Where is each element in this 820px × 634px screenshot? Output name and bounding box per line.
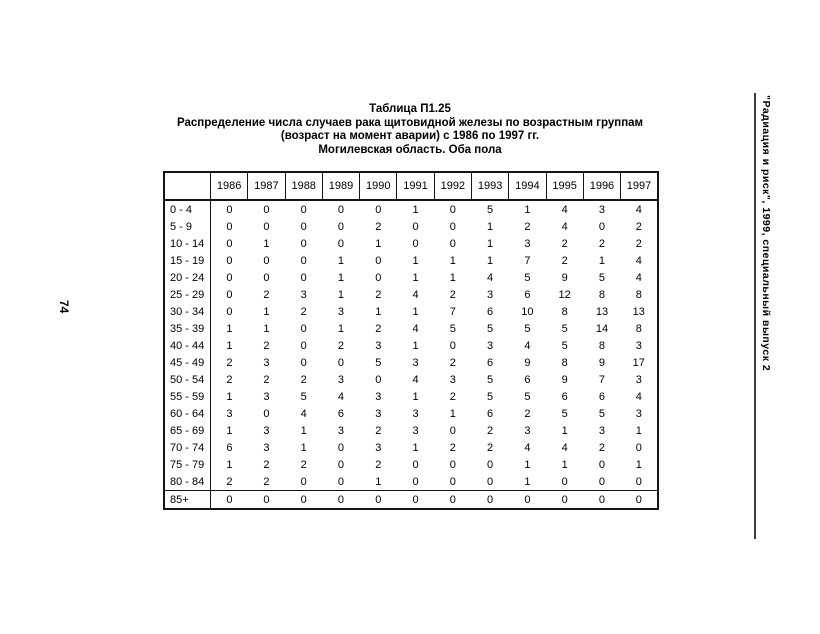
value-cell: 3 xyxy=(263,390,270,403)
age-group-cell: 45 - 49 xyxy=(164,354,211,371)
table-row xyxy=(164,371,658,388)
value-cell: 1 xyxy=(226,424,233,437)
age-group-cell: 30 - 34 xyxy=(164,303,211,320)
value-cell: 12 xyxy=(558,288,571,301)
value-cell: 6 xyxy=(487,407,494,420)
value-cell: 2 xyxy=(487,424,494,437)
value-cell: 1 xyxy=(337,288,345,301)
value-cell: 0 xyxy=(449,237,456,250)
table-row xyxy=(164,252,658,269)
value-cell: 0 xyxy=(300,254,307,267)
value-cell: 4 xyxy=(561,203,568,216)
value-cell: 5 xyxy=(598,407,606,420)
year-column-header: 1987 xyxy=(248,172,285,200)
value-cell: 1 xyxy=(524,203,531,216)
value-cell: 4 xyxy=(300,407,307,420)
value-cell: 2 xyxy=(375,458,382,471)
value-cell: 0 xyxy=(337,356,345,369)
value-cell: 3 xyxy=(263,441,270,454)
value-cell: 0 xyxy=(300,203,307,216)
value-cell: 9 xyxy=(524,356,531,369)
value-cell: 4 xyxy=(524,339,531,352)
value-cell: 3 xyxy=(337,373,345,386)
year-column-header: 1991 xyxy=(397,172,434,200)
value-cell: 2 xyxy=(263,339,270,352)
value-cell: 1 xyxy=(412,271,419,284)
value-cell: 0 xyxy=(337,237,345,250)
value-cell: 1 xyxy=(337,322,345,335)
value-cell: 0 xyxy=(226,305,233,318)
value-cell: 2 xyxy=(263,373,270,386)
value-cell: 4 xyxy=(412,373,419,386)
value-cell: 4 xyxy=(412,322,419,335)
value-cell: 1 xyxy=(561,458,568,471)
value-cell: 0 xyxy=(322,491,359,510)
value-cell: 1 xyxy=(263,322,270,335)
value-cell: 0 xyxy=(337,458,345,471)
value-cell: 1 xyxy=(412,441,419,454)
value-cell: 3 xyxy=(375,407,382,420)
title-line-period: (возраст на момент аварии) с 1986 по 1997 гг. xyxy=(280,130,540,143)
value-cell: 0 xyxy=(226,237,233,250)
value-cell: 0 xyxy=(285,491,322,510)
age-group-cell: 55 - 59 xyxy=(164,388,211,405)
year-column-header: 1986 xyxy=(211,172,248,200)
value-cell: 0 xyxy=(509,491,546,510)
value-cell: 2 xyxy=(226,373,233,386)
table-row xyxy=(164,388,658,405)
value-cell: 3 xyxy=(263,424,270,437)
table-row xyxy=(164,405,658,422)
value-cell: 4 xyxy=(635,254,642,267)
value-cell: 5 xyxy=(487,390,494,403)
value-cell: 0 xyxy=(248,491,285,510)
value-cell: 0 xyxy=(226,288,233,301)
value-cell: 0 xyxy=(360,491,397,510)
value-cell: 2 xyxy=(263,288,270,301)
value-cell: 4 xyxy=(635,203,642,216)
data-table xyxy=(163,171,659,510)
table-header-row xyxy=(164,172,658,200)
value-cell: 2 xyxy=(449,288,456,301)
value-cell: 8 xyxy=(635,322,642,335)
value-cell: 0 xyxy=(412,475,419,488)
value-cell: 10 xyxy=(521,305,534,318)
value-cell: 6 xyxy=(337,407,345,420)
value-cell: 2 xyxy=(300,305,307,318)
sidebar-caption: "Радиация и риск", 1999, специальный выпуск 2 xyxy=(760,95,772,372)
value-cell: 5 xyxy=(449,322,456,335)
value-cell: 4 xyxy=(487,271,494,284)
value-cell: 0 xyxy=(598,458,606,471)
value-cell: 0 xyxy=(337,220,345,233)
value-cell: 4 xyxy=(561,220,568,233)
value-cell: 1 xyxy=(226,339,233,352)
value-cell: 2 xyxy=(300,373,307,386)
value-cell: 0 xyxy=(449,424,456,437)
value-cell: 0 xyxy=(487,475,494,488)
value-cell: 13 xyxy=(595,305,609,318)
value-cell: 6 xyxy=(561,390,568,403)
value-cell: 3 xyxy=(635,373,642,386)
value-cell: 0 xyxy=(375,271,382,284)
value-cell: 0 xyxy=(226,271,233,284)
value-cell: 3 xyxy=(598,424,606,437)
value-cell: 2 xyxy=(337,339,345,352)
value-cell: 1 xyxy=(337,254,345,267)
value-cell: 6 xyxy=(487,356,494,369)
value-cell: 0 xyxy=(300,339,307,352)
table-body xyxy=(164,200,658,509)
value-cell: 2 xyxy=(598,441,606,454)
value-cell: 3 xyxy=(412,356,419,369)
value-cell: 3 xyxy=(449,373,456,386)
value-cell: 0 xyxy=(226,203,233,216)
table-row xyxy=(164,473,658,491)
value-cell: 1 xyxy=(375,237,382,250)
value-cell: 2 xyxy=(226,475,233,488)
value-cell: 0 xyxy=(263,407,270,420)
age-group-cell: 65 - 69 xyxy=(164,422,211,439)
value-cell: 3 xyxy=(487,339,494,352)
age-group-cell: 0 - 4 xyxy=(164,200,211,218)
value-cell: 1 xyxy=(226,322,233,335)
value-cell: 0 xyxy=(449,339,456,352)
value-cell: 7 xyxy=(598,373,606,386)
value-cell: 7 xyxy=(524,254,531,267)
value-cell: 0 xyxy=(263,271,270,284)
value-cell: 0 xyxy=(598,220,606,233)
value-cell: 3 xyxy=(524,237,531,250)
value-cell: 0 xyxy=(412,237,419,250)
value-cell: 4 xyxy=(337,390,345,403)
year-column-header: 1997 xyxy=(621,172,658,200)
value-cell: 8 xyxy=(635,288,642,301)
year-column-header: 1990 xyxy=(360,172,397,200)
value-cell: 3 xyxy=(375,390,382,403)
value-cell: 4 xyxy=(524,441,531,454)
value-cell: 3 xyxy=(226,407,233,420)
value-cell: 1 xyxy=(487,254,494,267)
value-cell: 0 xyxy=(300,475,307,488)
age-group-cell: 35 - 39 xyxy=(164,320,211,337)
value-cell: 3 xyxy=(635,407,642,420)
value-cell: 17 xyxy=(632,356,645,369)
value-cell: 2 xyxy=(635,237,642,250)
table-row xyxy=(164,286,658,303)
value-cell: 8 xyxy=(561,305,568,318)
value-cell: 2 xyxy=(487,441,494,454)
value-cell: 9 xyxy=(561,373,568,386)
value-cell: 0 xyxy=(211,491,248,510)
age-group-cell: 10 - 14 xyxy=(164,235,211,252)
value-cell: 5 xyxy=(561,322,568,335)
year-column-header: 1989 xyxy=(322,172,359,200)
value-cell: 3 xyxy=(635,339,642,352)
value-cell: 5 xyxy=(300,390,307,403)
table-title xyxy=(0,103,820,157)
value-cell: 0 xyxy=(621,491,658,510)
value-cell: 3 xyxy=(412,424,419,437)
value-cell: 3 xyxy=(524,424,531,437)
value-cell: 0 xyxy=(412,458,419,471)
value-cell: 0 xyxy=(226,220,233,233)
value-cell: 1 xyxy=(524,458,531,471)
value-cell: 3 xyxy=(487,288,494,301)
value-cell: 8 xyxy=(598,288,606,301)
value-cell: 0 xyxy=(375,373,382,386)
age-group-cell: 20 - 24 xyxy=(164,269,211,286)
value-cell: 1 xyxy=(635,424,642,437)
title-table-number: Таблица П1.25 xyxy=(369,103,451,115)
age-group-cell: 70 - 74 xyxy=(164,439,211,456)
value-cell: 0 xyxy=(635,441,642,454)
value-cell: 7 xyxy=(449,305,456,318)
value-cell: 3 xyxy=(375,441,382,454)
value-cell: 2 xyxy=(375,220,382,233)
year-column-header: 1996 xyxy=(583,172,620,200)
value-cell: 3 xyxy=(412,407,419,420)
value-cell: 2 xyxy=(635,220,642,233)
value-cell: 9 xyxy=(598,356,606,369)
value-cell: 4 xyxy=(412,288,419,301)
value-cell: 4 xyxy=(635,390,642,403)
value-cell: 5 xyxy=(561,407,568,420)
age-group-cell: 75 - 79 xyxy=(164,456,211,473)
value-cell: 5 xyxy=(524,322,531,335)
value-cell: 0 xyxy=(375,203,382,216)
value-cell: 0 xyxy=(263,220,270,233)
value-cell: 2 xyxy=(300,458,307,471)
age-group-cell: 50 - 54 xyxy=(164,371,211,388)
table-row xyxy=(164,422,658,439)
value-cell: 1 xyxy=(487,237,494,250)
value-cell: 0 xyxy=(300,220,307,233)
value-cell: 6 xyxy=(524,373,531,386)
value-cell: 5 xyxy=(487,322,494,335)
value-cell: 2 xyxy=(375,288,382,301)
value-cell: 0 xyxy=(337,475,345,488)
value-cell: 1 xyxy=(449,254,456,267)
value-cell: 0 xyxy=(337,203,345,216)
age-group-cell: 15 - 19 xyxy=(164,252,211,269)
value-cell: 8 xyxy=(561,356,568,369)
table-row xyxy=(164,235,658,252)
table-row xyxy=(164,337,658,354)
sidebar-rule xyxy=(754,93,756,539)
value-cell: 5 xyxy=(561,339,568,352)
value-cell: 9 xyxy=(561,271,568,284)
value-cell: 0 xyxy=(635,475,642,488)
value-cell: 3 xyxy=(375,339,382,352)
value-cell: 2 xyxy=(375,322,382,335)
value-cell: 2 xyxy=(524,220,531,233)
table-row xyxy=(164,200,658,218)
value-cell: 0 xyxy=(598,475,606,488)
value-cell: 0 xyxy=(263,254,270,267)
value-cell: 0 xyxy=(471,491,508,510)
value-cell: 3 xyxy=(300,288,307,301)
age-group-cell: 80 - 84 xyxy=(164,473,211,491)
value-cell: 0 xyxy=(337,441,345,454)
value-cell: 4 xyxy=(561,441,568,454)
value-cell: 1 xyxy=(300,424,307,437)
value-cell: 0 xyxy=(546,491,583,510)
value-cell: 1 xyxy=(635,458,642,471)
value-cell: 6 xyxy=(487,305,494,318)
age-column-header xyxy=(164,172,211,200)
value-cell: 1 xyxy=(412,339,419,352)
value-cell: 2 xyxy=(561,254,568,267)
value-cell: 0 xyxy=(300,356,307,369)
value-cell: 5 xyxy=(524,390,531,403)
value-cell: 6 xyxy=(598,390,606,403)
value-cell: 0 xyxy=(449,458,456,471)
value-cell: 13 xyxy=(632,305,645,318)
value-cell: 1 xyxy=(337,271,345,284)
value-cell: 3 xyxy=(337,424,345,437)
value-cell: 0 xyxy=(300,237,307,250)
value-cell: 2 xyxy=(449,441,456,454)
value-cell: 0 xyxy=(300,271,307,284)
value-cell: 6 xyxy=(524,288,531,301)
age-group-cell: 25 - 29 xyxy=(164,286,211,303)
year-column-header: 1992 xyxy=(434,172,471,200)
value-cell: 5 xyxy=(598,271,606,284)
title-line-region: Могилевская область. Оба пола xyxy=(318,143,502,156)
age-group-cell: 85+ xyxy=(164,491,211,510)
value-cell: 5 xyxy=(487,373,494,386)
value-cell: 1 xyxy=(524,475,531,488)
age-group-cell: 5 - 9 xyxy=(164,218,211,235)
value-cell: 0 xyxy=(487,458,494,471)
value-cell: 1 xyxy=(412,254,419,267)
value-cell: 1 xyxy=(449,407,456,420)
value-cell: 1 xyxy=(449,271,456,284)
value-cell: 0 xyxy=(300,322,307,335)
table-row xyxy=(164,456,658,473)
table-row xyxy=(164,320,658,337)
table-row xyxy=(164,218,658,235)
value-cell: 0 xyxy=(375,254,382,267)
table-row xyxy=(164,439,658,456)
value-cell: 3 xyxy=(598,203,606,216)
value-cell: 0 xyxy=(397,491,434,510)
value-cell: 1 xyxy=(412,305,419,318)
table-row xyxy=(164,491,658,510)
age-group-cell: 60 - 64 xyxy=(164,405,211,422)
value-cell: 1 xyxy=(412,390,419,403)
value-cell: 0 xyxy=(449,475,456,488)
value-cell: 5 xyxy=(487,203,494,216)
value-cell: 5 xyxy=(375,356,382,369)
value-cell: 0 xyxy=(561,475,568,488)
title-line-description: Распределение числа случаев рака щитовидной железы по возрастным группам xyxy=(176,116,644,129)
value-cell: 2 xyxy=(524,407,531,420)
year-column-header: 1988 xyxy=(285,172,322,200)
value-cell: 0 xyxy=(226,254,233,267)
value-cell: 1 xyxy=(412,203,419,216)
value-cell: 2 xyxy=(449,356,456,369)
year-column-header: 1994 xyxy=(509,172,546,200)
value-cell: 1 xyxy=(226,390,233,403)
value-cell: 1 xyxy=(263,237,270,250)
table-header xyxy=(164,172,658,200)
value-cell: 1 xyxy=(598,254,606,267)
table-row xyxy=(164,354,658,371)
value-cell: 1 xyxy=(487,220,494,233)
value-cell: 2 xyxy=(263,458,270,471)
value-cell: 1 xyxy=(375,475,382,488)
value-cell: 2 xyxy=(561,237,568,250)
value-cell: 1 xyxy=(561,424,568,437)
value-cell: 14 xyxy=(595,322,609,335)
value-cell: 2 xyxy=(598,237,606,250)
value-cell: 0 xyxy=(583,491,620,510)
value-cell: 0 xyxy=(449,203,456,216)
value-cell: 2 xyxy=(375,424,382,437)
year-column-header: 1995 xyxy=(546,172,583,200)
value-cell: 2 xyxy=(449,390,456,403)
value-cell: 3 xyxy=(337,305,345,318)
table-row xyxy=(164,269,658,286)
value-cell: 1 xyxy=(226,458,233,471)
value-cell: 1 xyxy=(300,441,307,454)
year-column-header: 1993 xyxy=(471,172,508,200)
value-cell: 3 xyxy=(263,356,270,369)
value-cell: 8 xyxy=(598,339,606,352)
value-cell: 1 xyxy=(375,305,382,318)
value-cell: 0 xyxy=(449,220,456,233)
table-row xyxy=(164,303,658,320)
value-cell: 0 xyxy=(412,220,419,233)
value-cell: 0 xyxy=(434,491,471,510)
page-number: 74 xyxy=(57,300,71,314)
value-cell: 0 xyxy=(263,203,270,216)
value-cell: 4 xyxy=(635,271,642,284)
value-cell: 2 xyxy=(226,356,233,369)
value-cell: 6 xyxy=(226,441,233,454)
value-cell: 1 xyxy=(263,305,270,318)
value-cell: 2 xyxy=(263,475,270,488)
value-cell: 5 xyxy=(524,271,531,284)
age-group-cell: 40 - 44 xyxy=(164,337,211,354)
